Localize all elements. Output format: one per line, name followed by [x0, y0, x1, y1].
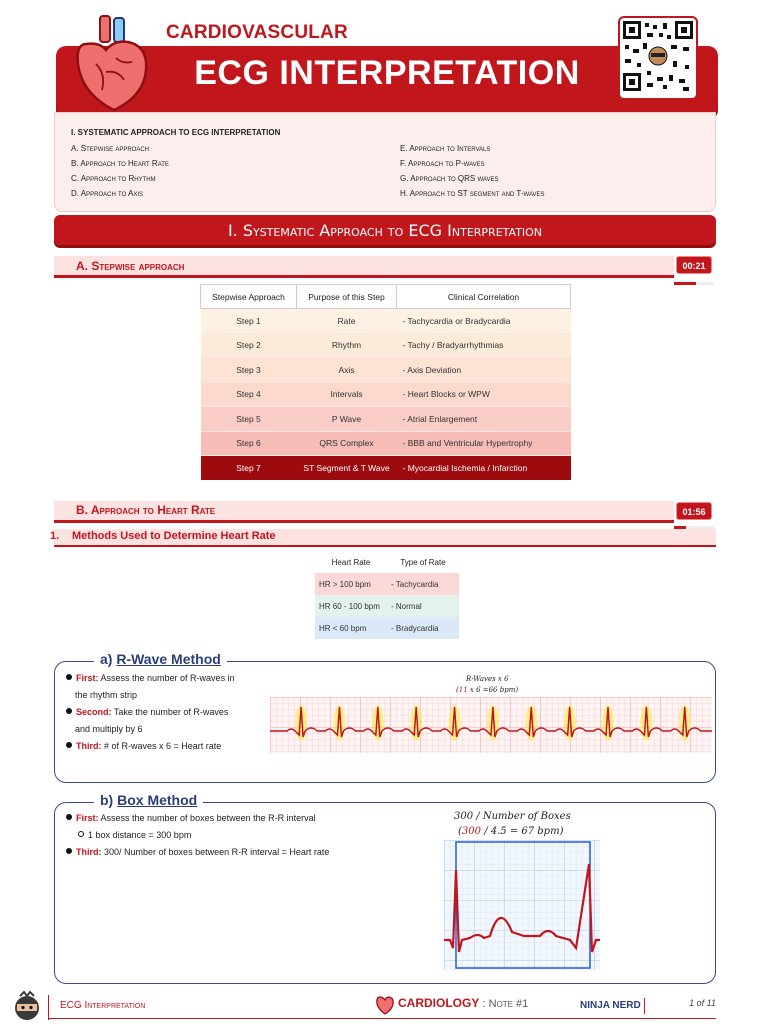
table-cell: QRS Complex: [297, 431, 397, 456]
table-row: [201, 309, 571, 334]
column-header: Stepwise Approach: [201, 285, 297, 309]
table-row: [201, 358, 571, 383]
step-text: and multiply by 6: [75, 724, 143, 734]
step-text: # of R-waves x 6 = Heart rate: [104, 741, 222, 751]
methods-title: Methods Used to Determine Heart Rate: [72, 530, 276, 542]
table-row: [201, 456, 571, 481]
table-cell: Intervals: [297, 382, 397, 407]
step-label: Third:: [76, 741, 102, 751]
table-row: [315, 573, 459, 595]
table-cell: Axis: [297, 358, 397, 383]
table-cell: - Heart Blocks or WPW: [397, 382, 571, 407]
toc-item[interactable]: C. Approach to Rhythm: [71, 174, 156, 183]
box-calculation: (300 / 4.5 = 67 bpm): [458, 826, 564, 837]
method-name: Box Method: [117, 792, 198, 808]
table-row: [201, 431, 571, 456]
column-header: Purpose of this Step: [297, 285, 397, 309]
video-timestamp[interactable]: 00:21: [676, 256, 712, 274]
table-row: [315, 595, 459, 617]
table-cell: - Axis Deviation: [397, 358, 571, 383]
table-cell: Step 5: [201, 407, 297, 432]
table-cell: HR > 100 bpm: [319, 579, 371, 589]
column-header: Heart Rate: [331, 557, 371, 567]
table-cell: Step 7: [201, 456, 297, 481]
section-title: I. Systematic Approach to ECG Interpretation: [227, 221, 543, 240]
stepwise-table: [200, 284, 571, 480]
table-cell: HR 60 - 100 bpm: [319, 601, 380, 611]
step-text: Take the number of R-waves: [113, 707, 229, 717]
footer-divider: [48, 995, 49, 1020]
table-cell: - Atrial Enlargement: [397, 407, 571, 432]
table-cell: Step 1: [201, 309, 297, 334]
table-cell: ST Segment & T Wave: [297, 456, 397, 481]
list-number: 1.: [50, 530, 60, 542]
heart-rate-table: [315, 551, 459, 639]
step-text: the rhythm strip: [75, 690, 138, 700]
toc-item[interactable]: E. Approach to Intervals: [400, 144, 491, 153]
footer-rule: [48, 1018, 716, 1019]
table-cell: HR < 60 bpm: [319, 623, 367, 633]
table-row: [315, 617, 459, 639]
step-label: First:: [76, 813, 99, 823]
video-timestamp[interactable]: 01:56: [676, 502, 712, 520]
heart-icon: [374, 993, 396, 1015]
r-wave-calculation: (11 x 6 =66 bpm): [456, 686, 519, 694]
table-cell: - Myocardial Ischemia / Infarction: [397, 456, 571, 481]
method-title: [94, 792, 203, 808]
step-text: 1 box distance = 300 bpm: [88, 830, 192, 840]
table-cell: - BBB and Ventricular Hypertrophy: [397, 431, 571, 456]
qr-code[interactable]: [618, 16, 698, 100]
footer-subject: CARDIOLOGY : Note #1: [398, 996, 529, 1010]
method-title: [94, 651, 227, 667]
table-cell: P Wave: [297, 407, 397, 432]
subsection-underline: [54, 520, 674, 523]
footer-topic: ECG Interpretation: [60, 1000, 146, 1011]
toc-item[interactable]: G. Approach to QRS waves: [400, 174, 499, 183]
step-label: Third:: [76, 847, 102, 857]
category-label: CARDIOVASCULAR: [166, 22, 348, 43]
table-cell: - Bradycardia: [391, 623, 439, 633]
subsection-title: A. Stepwise approach: [76, 259, 185, 273]
page-number: 1 of 11: [644, 998, 716, 1014]
table-cell: - Tachycardia or Bradycardia: [397, 309, 571, 334]
column-header: Clinical Correlation: [397, 285, 571, 309]
column-header: Type of Rate: [400, 557, 446, 567]
table-cell: Step 2: [201, 333, 297, 358]
table-cell: - Tachy / Bradyarrhythmias: [397, 333, 571, 358]
toc-item[interactable]: B. Approach to Heart Rate: [71, 159, 169, 168]
table-row: [201, 382, 571, 407]
box-steps: [66, 810, 426, 861]
r-wave-steps: [66, 670, 266, 755]
step-text: Assess the number of boxes between the R-R interval: [100, 813, 316, 823]
toc-item[interactable]: A. Stepwise approach: [71, 144, 150, 153]
step-label: Second:: [76, 707, 112, 717]
method-prefix: a): [100, 651, 113, 667]
toc-item[interactable]: F. Approach to P-waves: [400, 159, 485, 168]
table-cell: Step 4: [201, 382, 297, 407]
r-wave-annotation: R-Waves x 6: [466, 675, 509, 683]
step-text: Assess the number of R-waves in: [100, 673, 235, 683]
heart-icon: [66, 14, 156, 114]
toc-item[interactable]: D. Approach to Axis: [71, 189, 144, 198]
brand-logo: NINJA NERD: [580, 1000, 641, 1011]
table-cell: Rate: [297, 309, 397, 334]
table-cell: Step 6: [201, 431, 297, 456]
subsection-title: B. Approach to Heart Rate: [76, 503, 216, 517]
method-prefix: b): [100, 792, 114, 808]
table-cell: Step 3: [201, 358, 297, 383]
page-title: ECG INTERPRETATION: [194, 54, 580, 92]
table-row: [201, 333, 571, 358]
video-progress-bar[interactable]: [674, 282, 714, 285]
method-name: R-Wave Method: [116, 651, 221, 667]
step-text: 300/ Number of boxes between R-R interval = Heart rate: [104, 847, 330, 857]
step-label: First:: [76, 673, 99, 683]
toc-heading[interactable]: I. SYSTEMATIC APPROACH TO ECG INTERPRETATION: [71, 128, 281, 137]
box-method-ecg-image: [444, 840, 600, 970]
table-row: [201, 407, 571, 432]
subsection-underline: [54, 275, 674, 278]
ninja-mascot-icon: [10, 990, 44, 1022]
box-annotation: 300 / Number of Boxes: [454, 811, 571, 822]
table-cell: - Normal: [391, 601, 422, 611]
table-cell: Rhythm: [297, 333, 397, 358]
rhythm-strip-image: [270, 697, 712, 753]
toc-item[interactable]: H. Approach to ST segment and T-waves: [400, 189, 545, 198]
table-cell: - Tachycardia: [391, 579, 439, 589]
